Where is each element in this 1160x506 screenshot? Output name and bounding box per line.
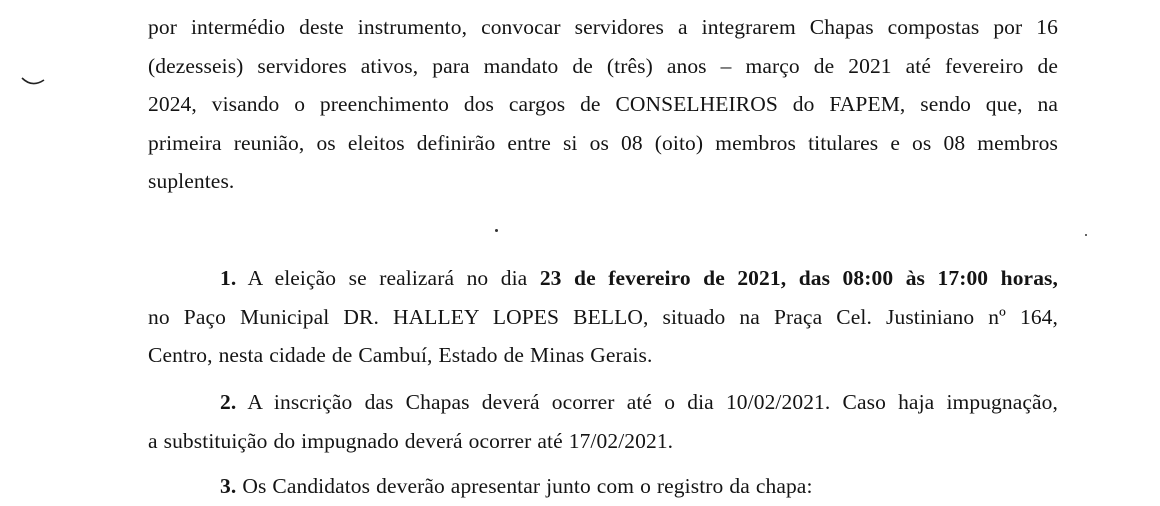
item-1-line: no Paço Municipal DR. HALLEY LOPES BELLO, situado na Praça Cel. Justiniano nº 164, <box>148 304 1058 329</box>
intro-line: suplentes. <box>148 169 235 193</box>
item-1-line: Centro, nesta cidade de Cambuí, Estado de Minas Gerais. <box>148 343 653 367</box>
item-1-paragraph <box>148 259 1058 375</box>
item-1-text: A eleição se realizará no dia <box>247 266 528 290</box>
item-2-number: 2. <box>220 390 237 414</box>
item-2-line: a substituição do impugnado deverá ocorrer até 17/02/2021. <box>148 428 674 453</box>
item-2-line <box>148 383 1058 422</box>
scan-speck <box>1085 234 1087 236</box>
item-2-text: A inscrição das Chapas deverá ocorrer até o dia 10/02/2021. Caso haja impugnação, <box>247 390 1058 414</box>
item-3-text: Os Candidatos deverão apresentar junto com o registro da chapa: <box>242 474 813 498</box>
item-3-number: 3. <box>220 474 237 498</box>
item-1-date: 23 de fevereiro de 2021, das 08:00 às 17:00 horas <box>539 266 1053 290</box>
item-1-comma: , <box>1052 266 1058 290</box>
scan-mark-icon <box>20 66 46 88</box>
intro-paragraph <box>148 8 1058 201</box>
item-1-number: 1. <box>220 266 237 290</box>
intro-line: (dezesseis) servidores ativos, para mandato de (três) anos – março de 2021 até fevereiro de <box>148 53 1058 78</box>
intro-line: 2024, visando o preenchimento dos cargos de CONSELHEIROS do FAPEM, sendo que, na <box>148 92 1058 116</box>
intro-line: primeira reunião, os eleitos definirão entre si os 08 (oito) membros titulares e os 08 membros <box>148 130 1058 155</box>
item-2-paragraph <box>148 383 1058 460</box>
scan-speck <box>495 229 498 232</box>
intro-line: por intermédio deste instrumento, convocar servidores a integrarem Chapas compostas por 16 <box>148 15 1058 39</box>
item-1-line <box>148 259 1058 298</box>
